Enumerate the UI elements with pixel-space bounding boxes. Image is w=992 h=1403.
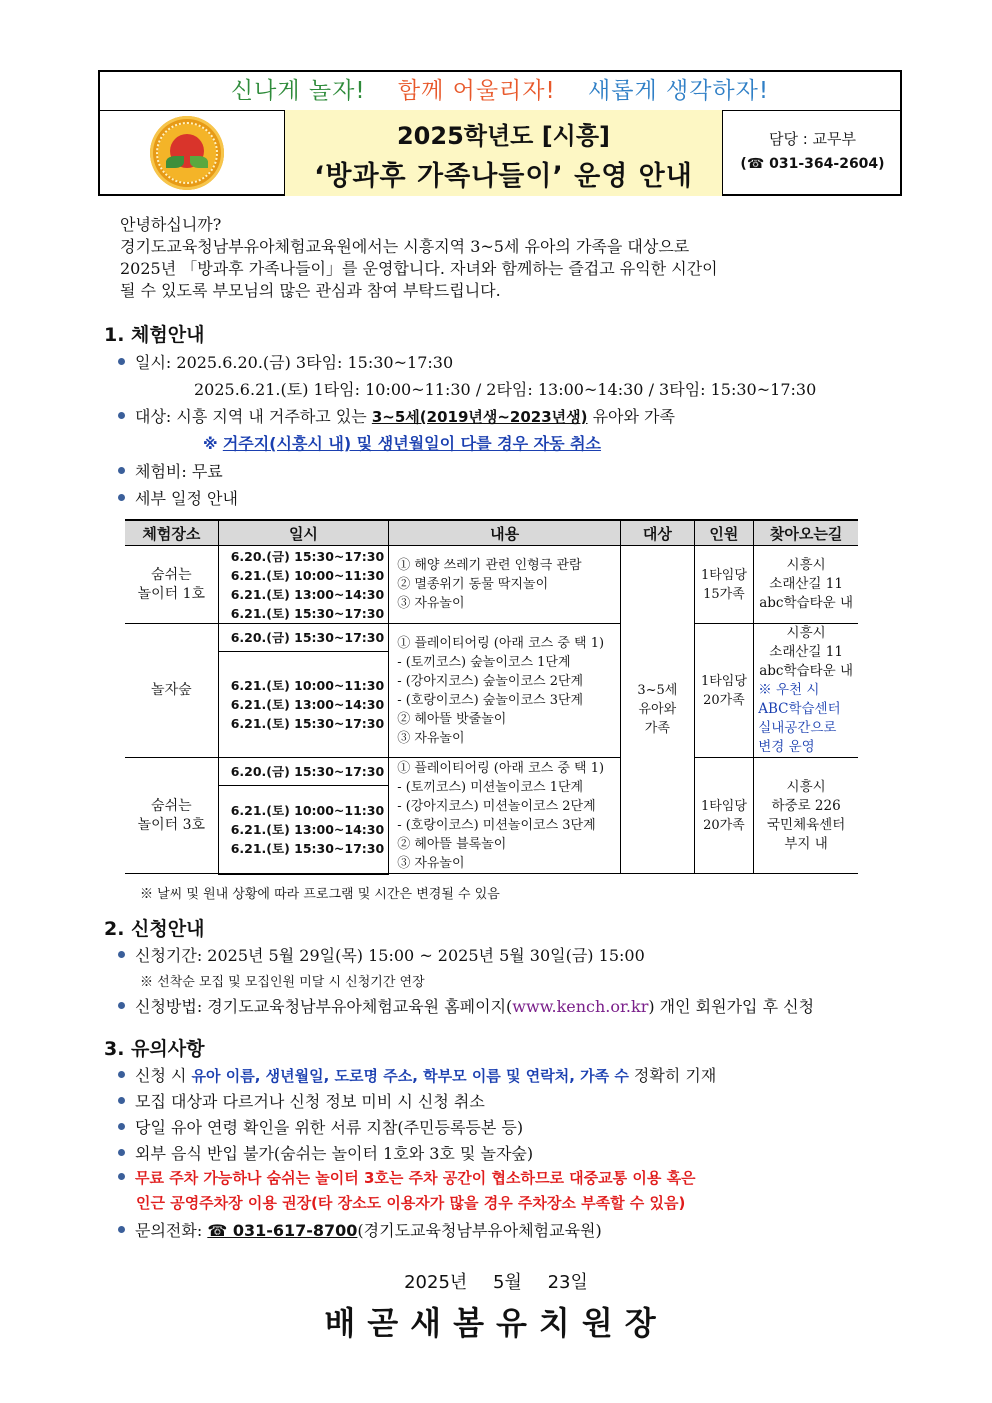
section3-heading: 3. 유의사항 bbox=[104, 1038, 205, 1060]
bullet-dot-icon bbox=[118, 951, 125, 958]
school-logo bbox=[150, 116, 224, 190]
inquiry-item: 문의전화: ☎ 031-617-8700(경기도교육청남부유아체험교육원) bbox=[118, 1218, 602, 1241]
bullet-dot-icon bbox=[118, 1097, 125, 1104]
content-cell: ① 플레이티어링 (아래 코스 중 택 1) - (토끼코스) 숲놀이코스 1단계 - (강아지코스) 숲놀이코스 2단계 - (호랑이코스) 숲놀이코스 3단계 ② 헤아뜰 밧줄놀이 ③ 자유놀이 bbox=[389, 624, 621, 758]
target-suffix: 유아와 가족 bbox=[587, 407, 675, 426]
bullet-dot-icon bbox=[118, 412, 125, 419]
schedule-label: 세부 일정 안내 bbox=[135, 489, 238, 508]
target-cell: 3~5세 유아와 가족 bbox=[621, 546, 695, 874]
bullet-dot-icon bbox=[118, 1149, 125, 1156]
parking-item: 무료 주차 가능하나 숨쉬는 놀이터 3호는 주차 공간이 협소하므로 대중교통 이용 혹은 bbox=[118, 1167, 696, 1188]
method-item bbox=[118, 994, 814, 1017]
bullet-dot-icon bbox=[118, 1123, 125, 1130]
time-cell: 6.20.(금) 15:30~17:30 bbox=[218, 624, 389, 652]
location-cell: 시흥시 하중로 226 국민체육센터 부지 내 bbox=[754, 758, 858, 874]
note-mark: ※ bbox=[203, 435, 223, 453]
issue-date: 2025년 5월 23일 bbox=[404, 1272, 588, 1293]
slogan-3: 새롭게 생각하자! bbox=[588, 78, 770, 104]
schedule-table bbox=[125, 519, 858, 875]
capacity-cell: 1타임당 20가족 bbox=[694, 624, 754, 758]
place-cell: 숨쉬는 놀이터 3호 bbox=[125, 758, 218, 874]
method-suffix: ) 개인 회원가입 후 신청 bbox=[648, 997, 815, 1016]
section2-heading: 2. 신청안내 bbox=[104, 918, 205, 940]
time-cell: 6.21.(토) 10:00~11:30 6.21.(토) 13:00~14:30 6.21.(토) 15:30~17:30 bbox=[218, 786, 389, 874]
required-fields: 유아 이름, 생년월일, 도로명 주소, 학부모 이름 및 연락처, 가족 수 bbox=[191, 1067, 629, 1085]
bullet-dot-icon bbox=[118, 1226, 125, 1233]
intro-line: 경기도교육청남부유아체험교육원에서는 시흥지역 3~5세 유아의 가족을 대상으로 bbox=[120, 237, 690, 256]
bullet-dot-icon bbox=[118, 467, 125, 474]
location-cell: 시흥시 소래산길 11 abc학습타운 내 bbox=[754, 546, 858, 624]
table-header: 대상 bbox=[621, 520, 695, 546]
doc-title-line1: 2025학년도 [시흥] bbox=[396, 122, 610, 150]
table-row bbox=[125, 624, 858, 652]
contact-phone: (☎ 031-364-2604) bbox=[740, 156, 885, 172]
signature: 배곧새봄유치원장 bbox=[324, 1304, 668, 1342]
fee-item bbox=[118, 459, 223, 482]
table-header-row bbox=[125, 520, 858, 546]
table-header: 내용 bbox=[389, 520, 621, 546]
date-item bbox=[118, 350, 453, 373]
date-label: 일시: 2025.6.20.(금) 3타임: 15:30~17:30 bbox=[135, 353, 454, 372]
fee-text: 체험비: 무료 bbox=[135, 462, 223, 481]
table-row bbox=[125, 546, 858, 624]
bullet-dot-icon bbox=[118, 1002, 125, 1009]
table-header: 찾아오는길 bbox=[754, 520, 858, 546]
target-prefix: 대상: 시흥 지역 내 거주하고 있는 bbox=[135, 407, 372, 426]
table-header: 인원 bbox=[694, 520, 754, 546]
period-text: 신청기간: 2025년 5월 29일(목) 15:00 ~ 2025년 5월 30일(금) 15:00 bbox=[135, 946, 645, 965]
target-note bbox=[203, 431, 601, 454]
bullet-dot-icon bbox=[118, 1173, 125, 1180]
table-header: 일시 bbox=[218, 520, 389, 546]
caution-item: 당일 유아 연령 확인을 위한 서류 지참(주민등록등본 등) bbox=[118, 1115, 523, 1138]
table-header: 체험장소 bbox=[125, 520, 218, 546]
parking-line2: 인근 공영주차장 이용 권장(타 장소도 이용자가 많을 경우 주차장소 부족할 수 있음) bbox=[136, 1194, 686, 1212]
doc-title-line2: ‘방과후 가족나들이’ 운영 안내 bbox=[314, 161, 693, 192]
intro-paragraph bbox=[120, 214, 860, 302]
method-prefix: 신청방법: 경기도교육청남부유아체험교육원 홈페이지( bbox=[135, 997, 513, 1016]
content-cell: ① 해양 쓰레기 관련 인형극 관람 ② 멸종위기 동물 딱지놀이 ③ 자유놀이 bbox=[389, 546, 621, 624]
contact-person: 담당 : 교무부 bbox=[768, 130, 857, 148]
caution-item: 외부 음식 반입 불가(숨쉬는 놀이터 1호와 3호 및 놀자숲) bbox=[118, 1141, 533, 1164]
section1-heading: 1. 체험안내 bbox=[104, 324, 205, 346]
target-bold: 3~5세(2019년생~2023년생) bbox=[371, 408, 588, 426]
bullet-dot-icon bbox=[118, 358, 125, 365]
period-item bbox=[118, 943, 645, 966]
inquiry-phone: ☎ 031-617-8700 bbox=[207, 1221, 358, 1240]
intro-line: 2025년 「방과후 가족나들이」를 운영합니다. 자녀와 함께하는 즐겁고 유익한 시간이 bbox=[120, 259, 718, 278]
target-item bbox=[118, 404, 675, 427]
table-row bbox=[125, 758, 858, 786]
header-box bbox=[98, 70, 902, 196]
location-cell: 시흥시 소래산길 11 abc학습타운 내 ※ 우천 시 ABC학습센터 실내공간으로 변경 운영 bbox=[754, 624, 858, 758]
schedule-item bbox=[118, 486, 238, 509]
target-note-text: 거주지(시흥시 내) 및 생년월일이 다를 경우 자동 취소 bbox=[222, 434, 602, 453]
time-cell: 6.21.(토) 10:00~11:30 6.21.(토) 13:00~14:30 6.21.(토) 15:30~17:30 bbox=[218, 652, 389, 758]
caution-item: 모집 대상과 다르거나 신청 정보 미비 시 신청 취소 bbox=[118, 1089, 485, 1112]
place-cell: 숨쉬는 놀이터 1호 bbox=[125, 546, 218, 624]
content-cell: ① 플레이티어링 (아래 코스 중 택 1) - (토끼코스) 미션놀이코스 1단계 - (강아지코스) 미션놀이코스 2단계 - (호랑이코스) 미션놀이코스 3단계 ② 헤아뜰 블록놀이 ③ 자유놀이 bbox=[389, 758, 621, 874]
bullet-dot-icon bbox=[118, 1071, 125, 1078]
date-line2: 2025.6.21.(토) 1타임: 10:00~11:30 / 2타임: 13:00~14:30 / 3타임: 15:30~17:30 bbox=[194, 380, 817, 399]
intro-line: 될 수 있도록 부모님의 많은 관심과 참여 부탁드립니다. bbox=[120, 281, 501, 300]
capacity-cell: 1타임당 15가족 bbox=[694, 546, 754, 624]
intro-line: 안녕하십니까? bbox=[120, 215, 222, 234]
time-cell: 6.20.(금) 15:30~17:30 6.21.(토) 10:00~11:30 6.21.(토) 13:00~14:30 6.21.(토) 15:30~17:30 bbox=[218, 546, 389, 624]
homepage-link[interactable]: www.kench.or.kr bbox=[512, 997, 649, 1016]
bullet-dot-icon bbox=[118, 494, 125, 501]
slogan-bar bbox=[100, 72, 900, 111]
title-cell bbox=[285, 110, 723, 196]
slogan-2: 함께 어울리자! bbox=[397, 78, 556, 104]
logo-cell bbox=[100, 110, 285, 196]
slogan-1: 신나게 놀자! bbox=[230, 78, 366, 104]
contact-cell bbox=[723, 110, 902, 196]
place-cell: 놀자숲 bbox=[125, 624, 218, 758]
time-cell: 6.20.(금) 15:30~17:30 bbox=[218, 758, 389, 786]
header-row bbox=[100, 110, 900, 196]
capacity-cell: 1타임당 20가족 bbox=[694, 758, 754, 874]
period-note: ※ 선착순 모집 및 모집인원 미달 시 신청기간 연장 bbox=[140, 975, 425, 990]
table-note: ※ 날씨 및 원내 상황에 따라 프로그램 및 시간은 변경될 수 있음 bbox=[140, 887, 500, 902]
caution-item: 신청 시 유아 이름, 생년월일, 도로명 주소, 학부모 이름 및 연락처, 가족 수 정확히 기재 bbox=[118, 1063, 716, 1086]
